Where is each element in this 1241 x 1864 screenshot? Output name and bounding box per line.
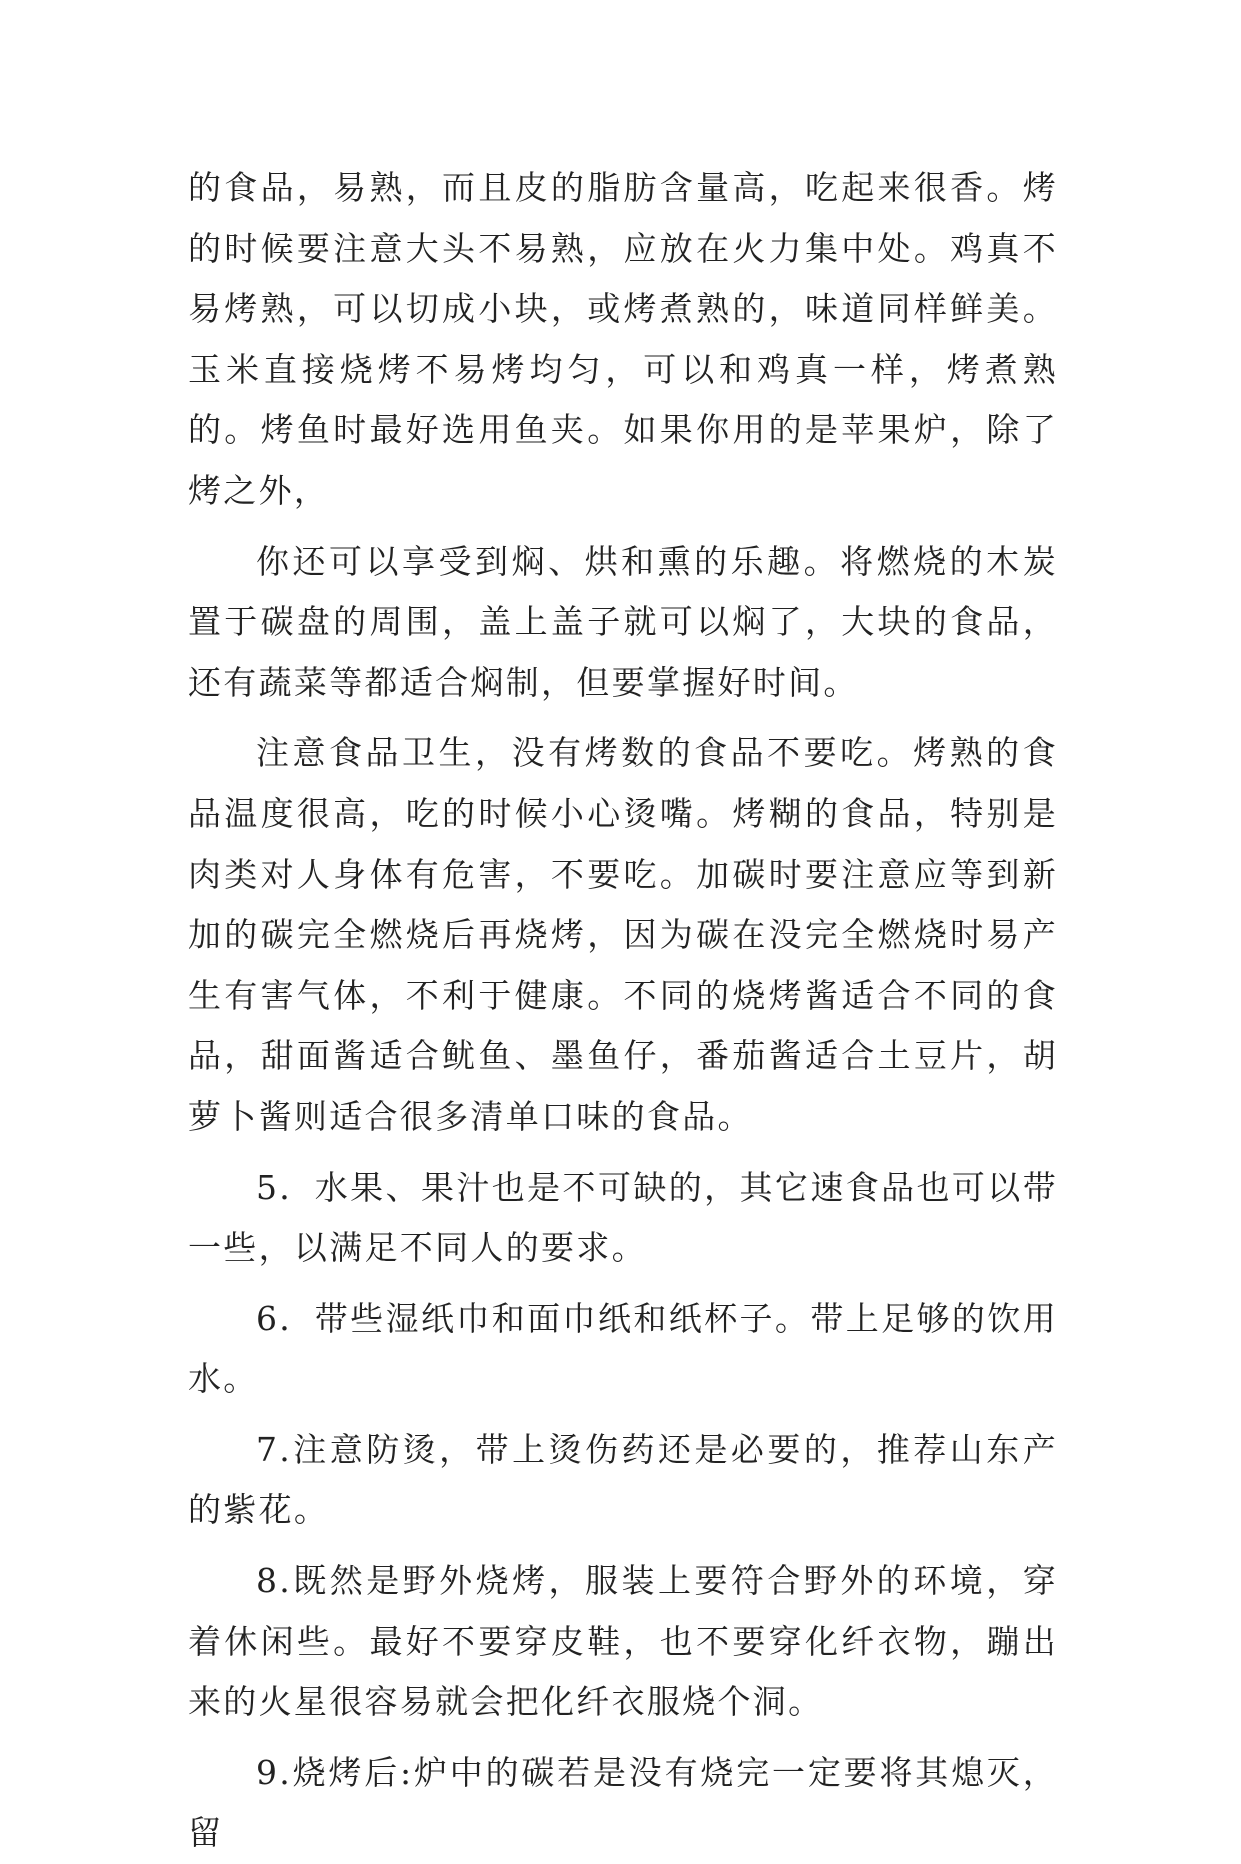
document-page xyxy=(188,158,1058,1864)
paragraph-item-8: 8.既然是野外烧烤，服装上要符合野外的环境，穿着休闲些。最好不要穿皮鞋，也不要穿化纤衣物，蹦出来的火星很容易就会把化纤衣服烧个洞。 xyxy=(188,1561,1058,1722)
paragraph-item-6: 6．带些湿纸巾和面巾纸和纸杯子。带上足够的饮用水。 xyxy=(188,1298,1058,1399)
paragraph-item-9: 9.烧烤后:炉中的碳若是没有烧完一定要将其熄灭，留 xyxy=(188,1752,1058,1853)
paragraph-3: 注意食品卫生，没有烤数的食品不要吃。烤熟的食品温度很高，吃的时候小心烫嘴。烤糊的食品，特别是肉类对人身体有危害，不要吃。加碳时要注意应等到新加的碳完全燃烧后再烧烤，因为碳在没完全燃烧时易产生有害气体，不利于健康。不同的烧烤酱适合不同的食品，甜面酱适合鱿鱼、墨鱼仔，番茄酱适合土豆片，胡萝卜酱则适合很多清单口味的食品。 xyxy=(188,733,1058,1136)
paragraph-2: 你还可以享受到焖、烘和熏的乐趣。将燃烧的木炭置于碳盘的周围，盖上盖子就可以焖了，大块的食品，还有蔬菜等都适合焖制，但要掌握好时间。 xyxy=(188,541,1058,702)
paragraph-1: 的食品，易熟，而且皮的脂肪含量高，吃起来很香。烤的时候要注意大头不易熟，应放在火力集中处。鸡真不易烤熟，可以切成小块，或烤煮熟的，味道同样鲜美。玉米直接烧烤不易烤均匀，可以和鸡真一样，烤煮熟的。烤鱼时最好选用鱼夹。如果你用的是苹果炉，除了烤之外， xyxy=(188,168,1058,510)
paragraph-item-5: 5．水果、果汁也是不可缺的，其它速食品也可以带一些，以满足不同人的要求。 xyxy=(188,1167,1058,1268)
paragraph-item-7: 7.注意防烫，带上烫伤药还是必要的，推荐山东产的紫花。 xyxy=(188,1429,1058,1530)
